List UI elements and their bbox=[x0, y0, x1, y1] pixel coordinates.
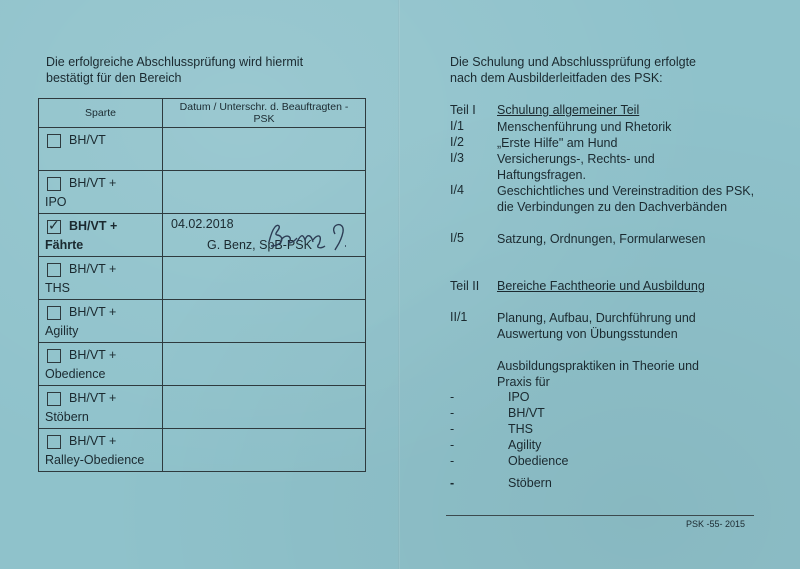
checkbox-obedience[interactable] bbox=[47, 349, 61, 363]
sparte-cell bbox=[39, 343, 163, 386]
sparte-label: BH/VT bbox=[69, 133, 106, 147]
header-datum-line2: PSK bbox=[253, 113, 275, 125]
item-text: Geschichtliches und Vereinstradition des PSK, die Verbindungen zu den Dachverbänden bbox=[497, 184, 755, 214]
checkbox-faehrte-checked[interactable] bbox=[47, 220, 61, 234]
left-intro bbox=[46, 54, 376, 86]
checkbox-stoebern[interactable] bbox=[47, 392, 61, 406]
bullet-text: Obedience bbox=[508, 454, 569, 468]
teil2-heading bbox=[450, 279, 705, 293]
praktiken-text: Ausbildungspraktiken in Theorie und Praxis für bbox=[497, 359, 699, 389]
right-intro-line1: Die Schulung und Abschlussprüfung erfolgte bbox=[450, 55, 696, 69]
item-text: „Erste Hilfe" am Hund bbox=[497, 136, 618, 150]
teil1-title: Schulung allgemeiner Teil bbox=[497, 103, 640, 117]
bullet-text: Agility bbox=[508, 438, 542, 452]
bullet-dash: - bbox=[450, 406, 455, 420]
header-datum-line1: Datum / Unterschr. d. Beauftragten - bbox=[179, 101, 349, 113]
sparte-label: BH/VT + bbox=[69, 305, 117, 319]
sparte-label: BH/VT + bbox=[69, 348, 117, 362]
header-sparte: Sparte bbox=[39, 99, 163, 128]
checkbox-ths[interactable] bbox=[47, 263, 61, 277]
item-text: Planung, Aufbau, Durchführung und Auswertung von Übungsstunden bbox=[497, 311, 696, 341]
teil1-number: Teil I bbox=[450, 103, 476, 117]
sparte-cell bbox=[39, 171, 163, 214]
table-row bbox=[39, 300, 366, 343]
datum-cell bbox=[163, 300, 366, 343]
footer-rule bbox=[446, 515, 754, 516]
table-row bbox=[39, 386, 366, 429]
sparte-label: BH/VT + bbox=[69, 219, 118, 233]
sparte-cell bbox=[39, 386, 163, 429]
sparten-table bbox=[38, 98, 366, 472]
sparte-sublabel: Fährte bbox=[45, 238, 84, 252]
sparte-cell bbox=[39, 429, 163, 472]
datum-cell bbox=[163, 386, 366, 429]
bullet-text: IPO bbox=[508, 390, 530, 404]
table-row bbox=[39, 429, 366, 472]
bullet-text: Stöbern bbox=[508, 476, 552, 490]
item-code: I/4 bbox=[450, 183, 464, 197]
bullet-text: BH/VT bbox=[508, 406, 545, 420]
right-intro-line2: nach dem Ausbilderleitfaden des PSK: bbox=[450, 71, 663, 85]
page-fold bbox=[398, 0, 400, 569]
bullet-dash: - bbox=[450, 422, 455, 436]
sparte-label: BH/VT + bbox=[69, 391, 117, 405]
handwritten-signature bbox=[263, 216, 363, 252]
header-datum bbox=[163, 99, 366, 128]
bullet-dash: - bbox=[450, 476, 455, 490]
sparte-cell bbox=[39, 300, 163, 343]
sparte-label: BH/VT + bbox=[69, 434, 117, 448]
bullet-dash: - bbox=[450, 438, 455, 452]
sparte-cell bbox=[39, 214, 163, 257]
item-code: I/2 bbox=[450, 135, 464, 149]
entry-date: 04.02.2018 bbox=[171, 217, 234, 231]
checkbox-ralley-obedience[interactable] bbox=[47, 435, 61, 449]
item-text: Versicherungs-, Rechts- und Haftungsfragen. bbox=[497, 152, 655, 182]
item-text: Satzung, Ordnungen, Formularwesen bbox=[497, 232, 706, 246]
sparte-sublabel: Ralley-Obedience bbox=[45, 453, 145, 467]
checkbox-bhvt[interactable] bbox=[47, 134, 61, 148]
sparte-sublabel: Stöbern bbox=[45, 410, 89, 424]
datum-cell bbox=[163, 171, 366, 214]
datum-cell bbox=[163, 128, 366, 171]
table-row bbox=[39, 214, 366, 257]
checkbox-agility[interactable] bbox=[47, 306, 61, 320]
table-header-row bbox=[39, 99, 366, 128]
item-code: II/1 bbox=[450, 310, 468, 324]
table-row bbox=[39, 171, 366, 214]
item-code: I/3 bbox=[450, 151, 464, 165]
table-row bbox=[39, 343, 366, 386]
item-code: I/5 bbox=[450, 231, 464, 245]
sparte-label: BH/VT + bbox=[69, 262, 117, 276]
sparte-sublabel: Agility bbox=[45, 324, 79, 338]
datum-cell bbox=[163, 257, 366, 300]
datum-cell bbox=[163, 343, 366, 386]
teil2-number: Teil II bbox=[450, 279, 480, 293]
sparte-sublabel: THS bbox=[45, 281, 70, 295]
teil2-title: Bereiche Fachtheorie und Ausbildung bbox=[497, 279, 705, 293]
sparte-sublabel: IPO bbox=[45, 195, 67, 209]
entry-name: G. Benz, SpB-PSK bbox=[207, 238, 312, 252]
footer-code: PSK -55- 2015 bbox=[686, 519, 746, 529]
sparte-cell bbox=[39, 257, 163, 300]
sparte-sublabel: Obedience bbox=[45, 367, 106, 381]
sparte-label: BH/VT + bbox=[69, 176, 117, 190]
datum-cell bbox=[163, 429, 366, 472]
checkbox-ipo[interactable] bbox=[47, 177, 61, 191]
table-row bbox=[39, 128, 366, 171]
bullet-text: THS bbox=[508, 422, 533, 436]
item-text: Menschenführung und Rhetorik bbox=[497, 120, 672, 134]
table-row bbox=[39, 257, 366, 300]
bullet-dash: - bbox=[450, 454, 455, 468]
item-code: I/1 bbox=[450, 119, 464, 133]
datum-cell bbox=[163, 214, 366, 257]
sparte-cell bbox=[39, 128, 163, 171]
left-intro-line2: bestätigt für den Bereich bbox=[46, 71, 182, 85]
left-intro-line1: Die erfolgreiche Abschlussprüfung wird hiermit bbox=[46, 55, 304, 69]
bullet-dash: - bbox=[450, 390, 455, 404]
teil1-heading bbox=[450, 103, 639, 117]
right-page bbox=[450, 54, 770, 490]
right-intro bbox=[450, 54, 770, 86]
